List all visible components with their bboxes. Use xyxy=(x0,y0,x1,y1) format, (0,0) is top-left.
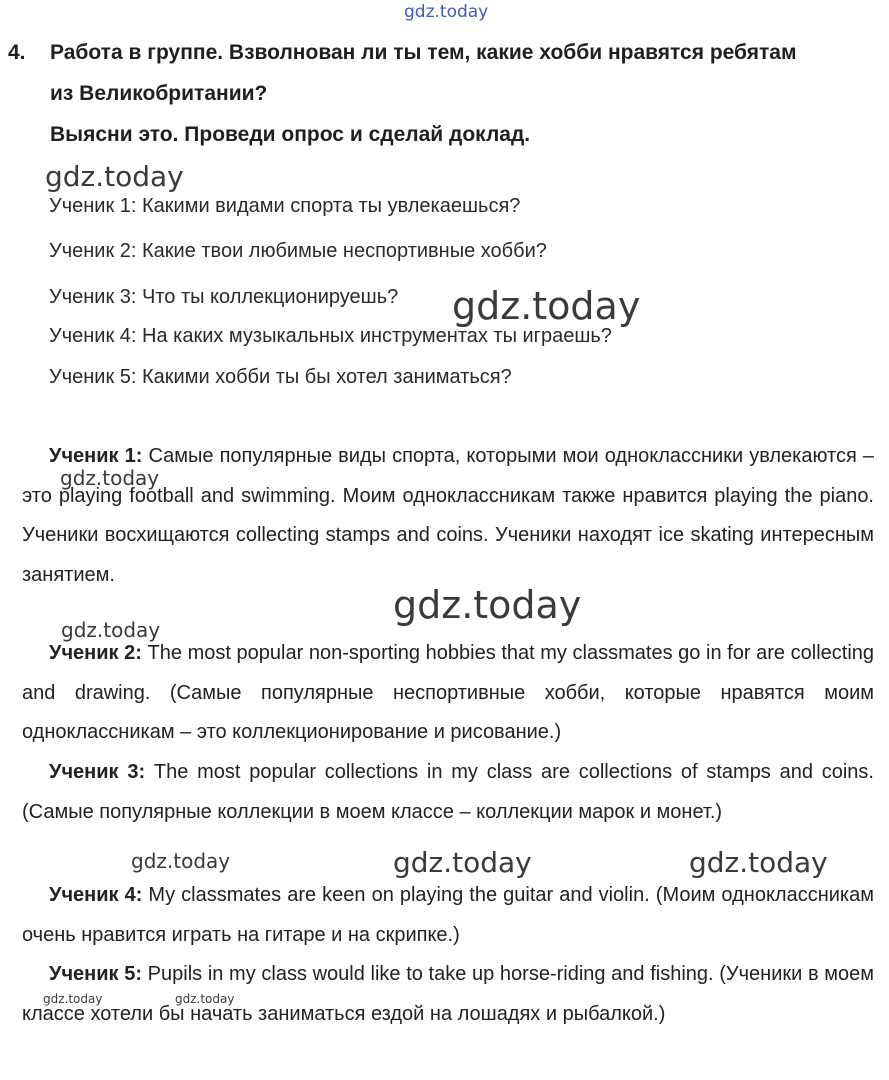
answer-label: Ученик 1: xyxy=(49,445,143,467)
watermark-top: gdz.today xyxy=(404,2,489,22)
watermark: gdz.today xyxy=(175,992,235,1006)
answer-text: The most popular collections in my class are collections of stamps and coins. (Самые популярные коллекции в моем классе – коллекции марок и монет.) xyxy=(22,761,874,823)
watermark: gdz.today xyxy=(60,466,160,490)
watermark: gdz.today xyxy=(131,849,231,873)
answer-label: Ученик 2: xyxy=(49,642,142,664)
question-5: Ученик 5: Какими хобби ты бы хотел заниматься? xyxy=(49,366,512,388)
question-1: Ученик 1: Какими видами спорта ты увлекаешься? xyxy=(49,195,521,217)
answer-3 xyxy=(22,753,874,832)
task-number: 4. xyxy=(8,41,26,64)
answer-text: The most popular non-sporting hobbies that my classmates go in for are collecting and drawing. (Самые популярные неспортивные хобби, которые нравятся моим одноклассникам – это коллекционирование и рисование.) xyxy=(22,642,875,743)
task-title-line: Работа в группе. Взволнован ли ты тем, какие хобби нравятся ребятам xyxy=(50,41,797,64)
answer-2 xyxy=(22,634,874,753)
watermark: gdz.today xyxy=(45,160,184,193)
watermark: gdz.today xyxy=(43,992,103,1006)
task-title-line: из Великобритании? xyxy=(50,82,268,105)
answer-text: Самые популярные виды спорта, которыми мои одноклассники увлекаются – это playing football and swimming. Моим одноклассникам также нравится playing the piano. Ученики восхищаются collecting stamps and coins. Ученики находят ice skating интересным занятием. xyxy=(22,445,875,586)
watermark: gdz.today xyxy=(61,618,161,642)
watermark: gdz.today xyxy=(689,846,828,879)
question-4: Ученик 4: На каких музыкальных инструментах ты играешь? xyxy=(49,325,612,347)
answer-label: Ученик 4: xyxy=(49,884,143,906)
watermark: gdz.today xyxy=(393,846,532,879)
answer-label: Ученик 5: xyxy=(49,963,143,985)
answer-4 xyxy=(22,876,874,955)
task-title-line: Выясни это. Проведи опрос и сделай доклад. xyxy=(50,123,531,146)
answer-1 xyxy=(22,437,874,595)
question-2: Ученик 2: Какие твои любимые неспортивные хобби? xyxy=(49,240,547,262)
question-3: Ученик 3: Что ты коллекционируешь? xyxy=(49,286,399,308)
answer-text: My classmates are keen on playing the guitar and violin. (Моим одноклассникам очень нравится играть на гитаре и на скрипке.) xyxy=(22,884,874,946)
answer-5 xyxy=(22,955,874,1034)
watermark: gdz.today xyxy=(393,583,582,627)
answer-text: Pupils in my class would like to take up horse-riding and fishing. (Ученики в моем классе хотели бы начать заниматься ездой на лошадях и рыбалкой.) xyxy=(22,963,874,1025)
task-heading xyxy=(8,32,878,155)
answer-label: Ученик 3: xyxy=(49,761,146,783)
watermark: gdz.today xyxy=(452,284,641,328)
